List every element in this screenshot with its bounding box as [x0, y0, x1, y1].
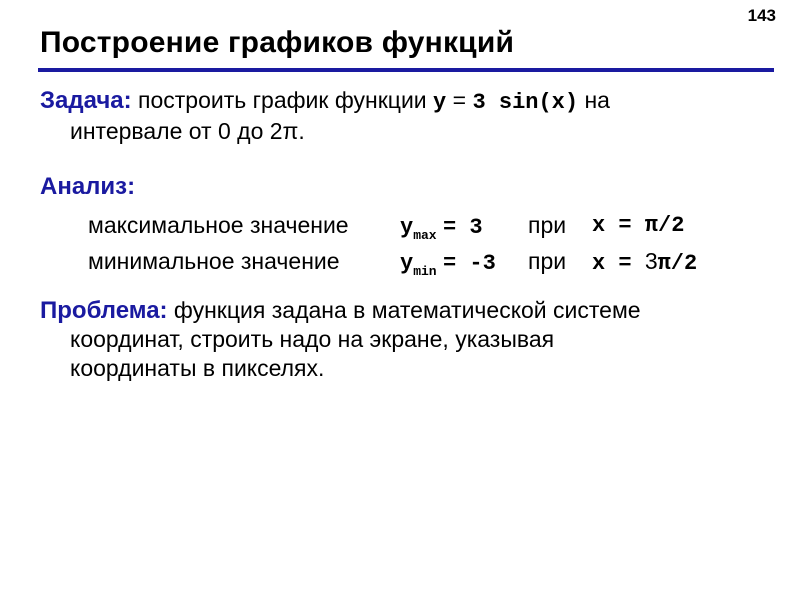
problem-section — [40, 296, 780, 383]
max-y-sub: max — [413, 228, 437, 243]
min-y-value: = -3 — [443, 251, 496, 276]
analysis-max-row — [88, 211, 685, 243]
problem-line-1 — [40, 296, 780, 325]
analysis-section — [40, 172, 780, 201]
min-value — [400, 247, 496, 286]
max-text: максимальное значение — [88, 212, 349, 238]
analysis-label: Анализ: — [40, 173, 136, 200]
task-line-2: интервале от 0 до 2π. — [70, 118, 305, 144]
page-number: 143 — [747, 6, 776, 25]
page-title: Построение графиков функций — [40, 26, 515, 59]
min-text: минимальное значение — [88, 248, 340, 274]
min-y-sub: min — [413, 264, 437, 279]
min-x-value — [592, 247, 697, 278]
max-y-symbol: y — [400, 215, 414, 240]
problem-line-2: координат, строить надо на экране, указывая — [70, 326, 555, 352]
problem-label: Проблема: — [40, 297, 168, 324]
min-x-coef: 3 — [644, 248, 658, 274]
max-y-value: = 3 — [443, 215, 483, 240]
problem-text-1: функция задана в математической системе — [167, 297, 641, 323]
task-label: Задача: — [40, 87, 132, 114]
max-x-value: x = π/2 — [592, 213, 685, 238]
problem-line-3: координаты в пикселях. — [70, 355, 325, 381]
task-line-1 — [40, 86, 780, 117]
min-y-symbol: y — [400, 251, 414, 276]
task-formula-rhs: 3 sin(x) — [472, 90, 579, 115]
min-x-rest: π/2 — [657, 251, 698, 276]
analysis-min-row — [88, 247, 698, 279]
task-text-end: на — [578, 87, 610, 113]
task-section — [40, 86, 780, 146]
task-formula-equals: = — [446, 87, 473, 113]
title-underline — [38, 68, 774, 72]
task-text: построить график функции — [131, 87, 434, 113]
max-when: при — [528, 212, 567, 238]
min-x-prefix: x = — [592, 251, 645, 276]
min-when: при — [528, 248, 567, 274]
max-value — [400, 211, 483, 250]
task-formula-y: y — [433, 90, 447, 115]
